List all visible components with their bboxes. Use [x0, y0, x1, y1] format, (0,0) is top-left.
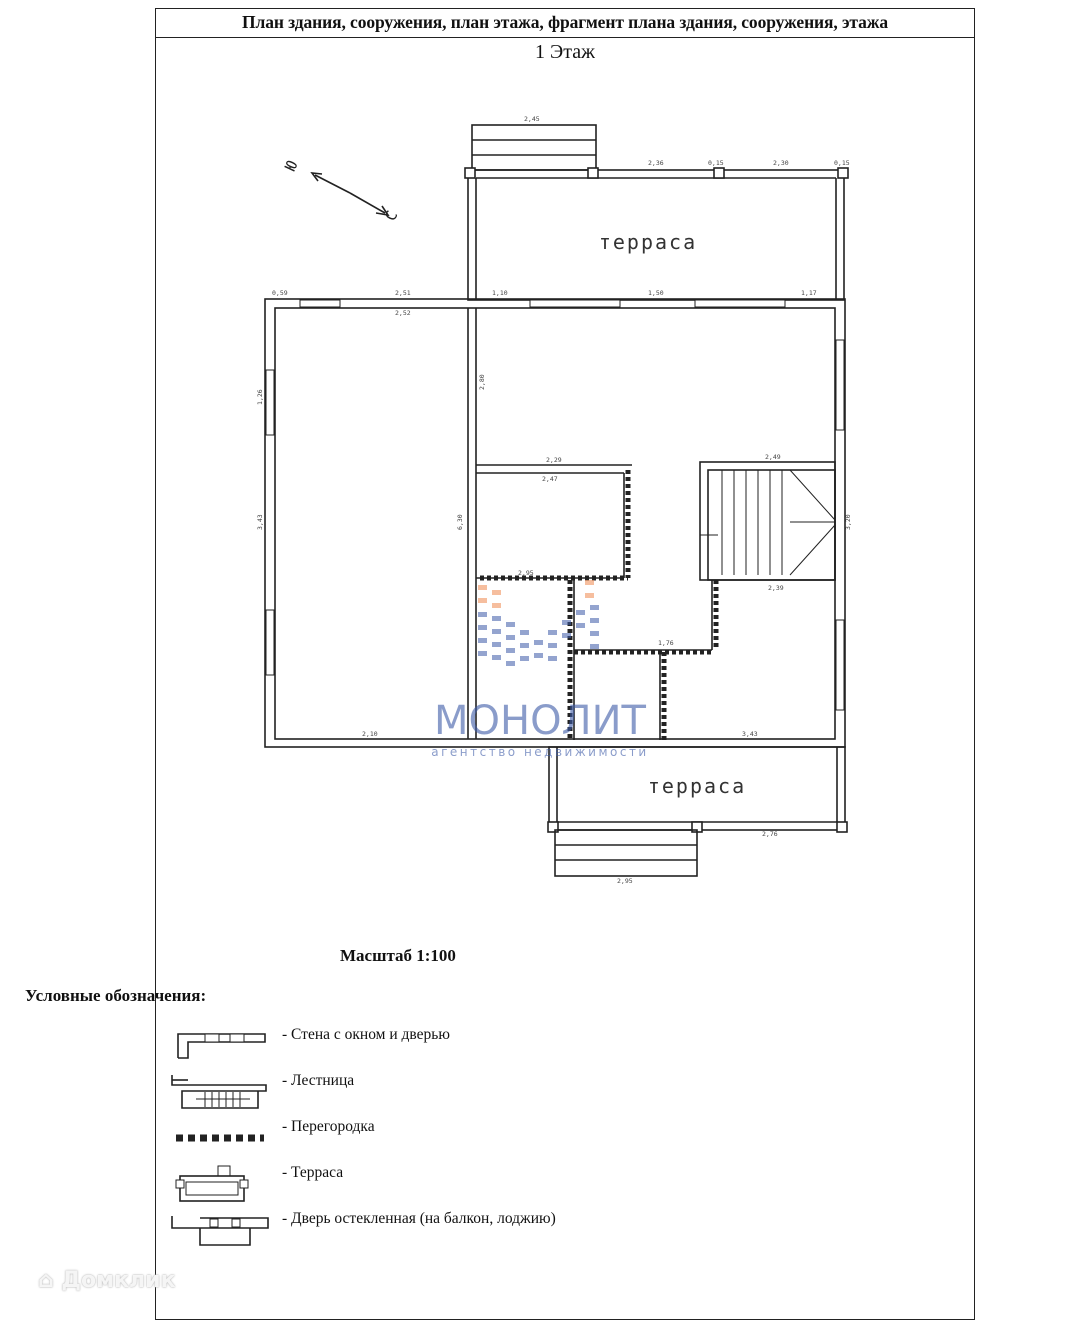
legend-title: Условные обозначения: [25, 986, 207, 1005]
legend-symbols [172, 1034, 268, 1245]
sheet-title: План здания, сооружения, план этажа, фрагмент плана здания, сооружения, этажа [156, 9, 974, 38]
dim: 0,15 [834, 159, 850, 167]
dim: 3,20 [844, 514, 852, 530]
legend-label-glazed-door: - Дверь остекленная (на балкон, лоджию) [282, 1210, 556, 1227]
dim: 6,30 [456, 514, 464, 530]
top-steps [472, 125, 596, 170]
dim: 2,36 [648, 159, 664, 167]
staircase [700, 462, 835, 580]
dim: 1,10 [492, 289, 508, 297]
legend-symbol-terrace [180, 1176, 244, 1201]
terrace-top-label: терраса [598, 230, 698, 254]
dim: 2,30 [773, 159, 789, 167]
legend-symbol-glazed-door [172, 1216, 268, 1228]
dim: 2,52 [395, 309, 411, 317]
dimension-labels [256, 115, 852, 885]
dim: 0,15 [708, 159, 724, 167]
legend-symbol-wall [178, 1034, 265, 1058]
dim: 2,49 [765, 453, 781, 461]
compass-north: С [381, 207, 402, 224]
dim: 2,95 [518, 569, 534, 577]
dim: 1,26 [256, 389, 264, 405]
dim: 3,43 [742, 730, 758, 738]
domclick-watermark [38, 1268, 176, 1293]
legend-label-terrace: - Терраса [282, 1164, 344, 1181]
terrace-bottom-label: терраса [647, 774, 747, 798]
watermark-logo [478, 580, 599, 666]
dim: 2,51 [395, 289, 411, 297]
watermark-brand: МОНОЛИТ [434, 698, 646, 744]
dim: 2,29 [546, 456, 562, 464]
dim: 2,76 [762, 830, 778, 838]
dim: 0,59 [272, 289, 288, 297]
dim: 1,76 [658, 639, 674, 647]
floor-label: 1 Этаж [535, 41, 595, 63]
watermark-tagline: агентство недвижимости [431, 745, 649, 759]
compass-south: Ю [281, 157, 302, 174]
dim: 3,43 [256, 514, 264, 530]
dim: 2,39 [768, 584, 784, 592]
dim: 2,95 [617, 877, 633, 885]
house-icon: ⌂ [38, 1268, 54, 1293]
scale-label: Масштаб 1:100 [340, 946, 456, 965]
dim: 2,47 [542, 475, 558, 483]
dim: 2,45 [524, 115, 540, 123]
bottom-steps [555, 830, 697, 876]
dim: 1,50 [648, 289, 664, 297]
dim: 2,80 [478, 374, 486, 390]
dim: 1,17 [801, 289, 817, 297]
legend-label-partition: - Перегородка [282, 1118, 375, 1135]
legend-label-wall: - Стена с окном и дверью [282, 1026, 450, 1043]
dim: 2,10 [362, 730, 378, 738]
domclick-text: Домклик [61, 1268, 176, 1293]
legend-label-stairs: - Лестница [282, 1072, 355, 1089]
